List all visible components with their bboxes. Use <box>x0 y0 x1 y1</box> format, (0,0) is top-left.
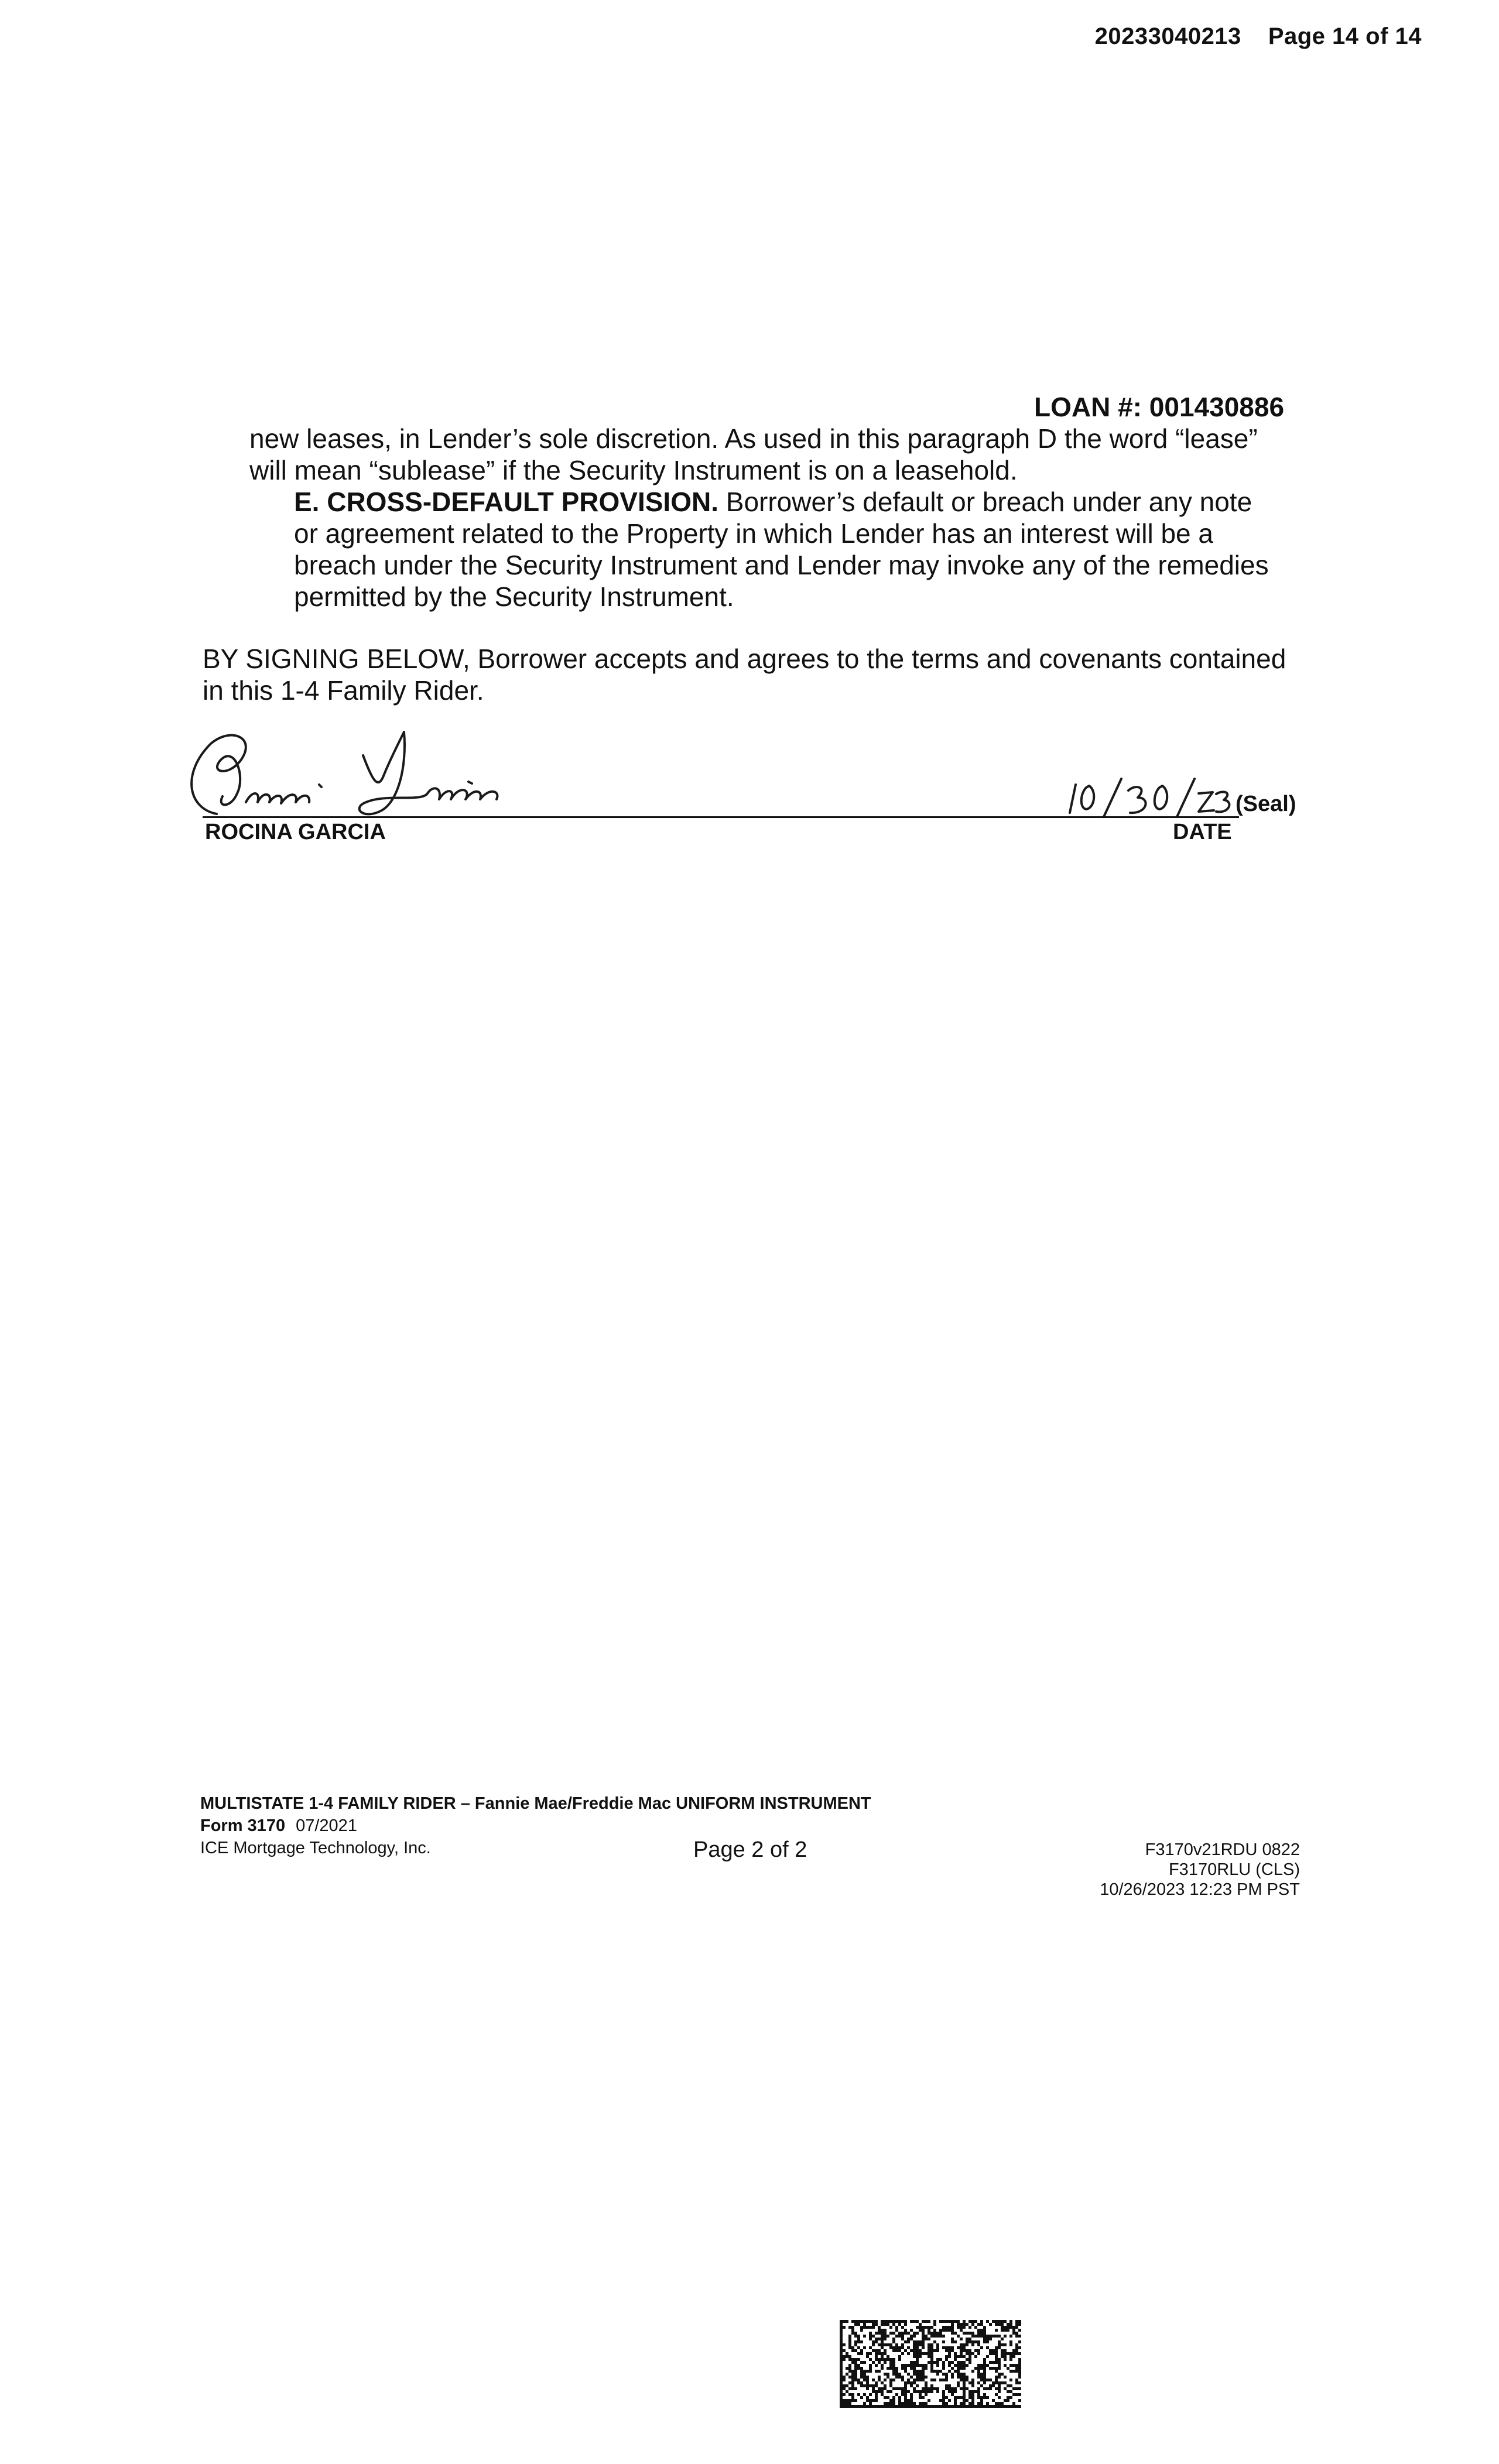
barcode-icon <box>840 2320 1021 2408</box>
handwritten-date <box>1063 773 1233 820</box>
footer-form-codes <box>1100 1840 1300 1900</box>
footer-form-line <box>200 1816 357 1836</box>
recording-header <box>1095 23 1422 50</box>
form-number: Form 3170 <box>200 1816 286 1835</box>
paragraph-d-continuation: new leases, in Lender’s sole discretion. As used in this paragraph D the word “lease” will mean “sublease” if the Security Instrument is on a leasehold. <box>249 423 1258 485</box>
section-e-text: Borrower’s default or breach under any note or agreement related to the Property in which Lender has an interest will be a breach under the Security Instrument and Lender may invoke any of the remedies permitted by the Security Instrument. <box>294 487 1269 612</box>
footer-title: MULTISTATE 1-4 FAMILY RIDER – Fannie Mae/Freddie Mac UNIFORM INSTRUMENT <box>200 1794 871 1813</box>
footer-page-number: Page 2 of 2 <box>693 1837 807 1862</box>
form-date: 07/2021 <box>296 1816 357 1835</box>
form-code-1: F3170v21RDU 0822 <box>1145 1840 1300 1859</box>
rider-body <box>249 423 1280 612</box>
seal-label: (Seal) <box>1236 792 1296 816</box>
form-code-2: F3170RLU (CLS) <box>1168 1860 1300 1879</box>
generated-timestamp: 10/26/2023 12:23 PM PST <box>1100 1880 1300 1899</box>
borrower-signature <box>176 720 586 831</box>
signing-statement: BY SIGNING BELOW, Borrower accepts and agrees to the terms and covenants contained in this 1-4 Family Rider. <box>203 644 1286 706</box>
paragraph-e <box>249 486 1280 612</box>
signature-line <box>203 816 1239 818</box>
section-e-heading: E. CROSS-DEFAULT PROVISION. <box>294 487 718 517</box>
signer-name: ROCINA GARCIA <box>205 820 386 844</box>
date-label: DATE <box>1173 820 1232 844</box>
page-counter: Page 14 of 14 <box>1268 23 1422 49</box>
loan-number: LOAN #: 001430886 <box>1034 392 1285 422</box>
document-number: 20233040213 <box>1094 23 1241 49</box>
footer-company: ICE Mortgage Technology, Inc. <box>200 1839 431 1857</box>
